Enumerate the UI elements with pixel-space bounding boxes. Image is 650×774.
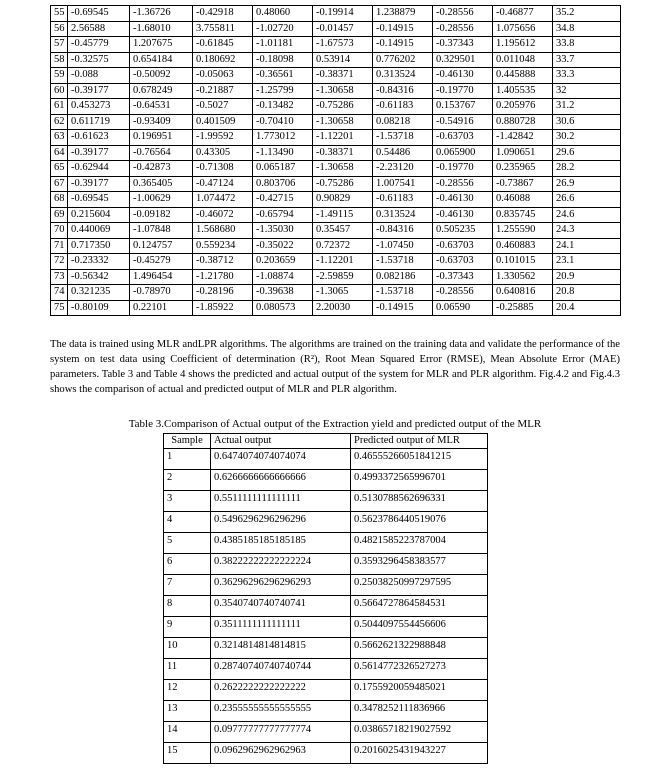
predicted-output-cell: 0.5664727864584531 — [351, 596, 488, 617]
table-cell: 0.313524 — [373, 68, 433, 84]
actual-output-cell: 0.3214814814814815 — [211, 638, 351, 659]
actual-output-cell: 0.09777777777777774 — [211, 722, 351, 743]
table-cell: 0.505235 — [433, 223, 493, 239]
table-cell: 1.496454 — [130, 269, 193, 285]
table-row — [164, 659, 488, 680]
table-cell: -0.76564 — [130, 145, 193, 161]
predicted-output-cell: 0.4821585223787004 — [351, 533, 488, 554]
row-index-cell: 75 — [51, 300, 68, 316]
actual-output-cell: 0.6266666666666666 — [211, 470, 351, 491]
table-cell: 2.56588 — [68, 21, 130, 37]
table-row — [51, 6, 621, 22]
table-cell: 0.101015 — [493, 254, 553, 270]
table-cell: 1.090651 — [493, 145, 553, 161]
table-row — [51, 207, 621, 223]
predicted-output-header: Predicted output of MLR — [351, 434, 488, 449]
table-cell: -0.45279 — [130, 254, 193, 270]
table-cell: 20.8 — [553, 285, 621, 301]
table-cell: -1.01181 — [253, 37, 313, 53]
sample-cell: 15 — [164, 743, 211, 764]
table-cell: -0.14915 — [373, 300, 433, 316]
sample-cell: 2 — [164, 470, 211, 491]
predicted-output-cell: 0.5623786440519076 — [351, 512, 488, 533]
sample-cell: 13 — [164, 701, 211, 722]
table-row — [164, 449, 488, 470]
table-cell: 0.065900 — [433, 145, 493, 161]
predicted-output-cell: 0.5130788562696331 — [351, 491, 488, 512]
sample-cell: 1 — [164, 449, 211, 470]
table-cell: -1.42842 — [493, 130, 553, 146]
table-cell: -0.69545 — [68, 192, 130, 208]
table-cell: -0.32575 — [68, 52, 130, 68]
table-cell: -0.56342 — [68, 269, 130, 285]
table-row — [51, 161, 621, 177]
table-cell: 32 — [553, 83, 621, 99]
table-cell: -0.37343 — [433, 269, 493, 285]
table-cell: -0.09182 — [130, 207, 193, 223]
table-cell: 0.196951 — [130, 130, 193, 146]
table-row — [164, 554, 488, 575]
table-cell: -0.36561 — [253, 68, 313, 84]
table-cell: -0.54916 — [433, 114, 493, 130]
table-cell: -0.75286 — [313, 176, 373, 192]
actual-output-cell: 0.5511111111111111 — [211, 491, 351, 512]
predicted-output-cell: 0.46555266051841215 — [351, 449, 488, 470]
row-index-cell: 60 — [51, 83, 68, 99]
table-cell: -0.61183 — [373, 192, 433, 208]
predicted-output-cell: 0.5044097554456606 — [351, 617, 488, 638]
table-cell: -0.25885 — [493, 300, 553, 316]
table-cell: -0.38712 — [193, 254, 253, 270]
sample-cell: 11 — [164, 659, 211, 680]
sample-cell: 4 — [164, 512, 211, 533]
table-cell: -0.37343 — [433, 37, 493, 53]
table-row — [164, 596, 488, 617]
table-row — [164, 512, 488, 533]
table-cell: -0.80109 — [68, 300, 130, 316]
actual-output-cell: 0.3540740740740741 — [211, 596, 351, 617]
table-cell: -0.46877 — [493, 6, 553, 22]
table-row — [51, 300, 621, 316]
sample-cell: 10 — [164, 638, 211, 659]
table-cell: 3.755811 — [193, 21, 253, 37]
table-cell: 0.90829 — [313, 192, 373, 208]
actual-output-cell: 0.5496296296296296 — [211, 512, 351, 533]
row-index-cell: 56 — [51, 21, 68, 37]
table-cell: 1.007541 — [373, 176, 433, 192]
table-cell: -0.62944 — [68, 161, 130, 177]
table-cell: 0.678249 — [130, 83, 193, 99]
table-cell: -0.5027 — [193, 99, 253, 115]
table-cell: 0.453273 — [68, 99, 130, 115]
actual-output-cell: 0.0962962962962963 — [211, 743, 351, 764]
table-cell: 0.640816 — [493, 285, 553, 301]
table-cell: -1.49115 — [313, 207, 373, 223]
table-row — [51, 68, 621, 84]
table-cell: -0.19914 — [313, 6, 373, 22]
table-cell: 0.654184 — [130, 52, 193, 68]
table-cell: -0.39177 — [68, 145, 130, 161]
table-cell: -0.088 — [68, 68, 130, 84]
actual-output-cell: 0.3511111111111111 — [211, 617, 351, 638]
table-cell: 0.329501 — [433, 52, 493, 68]
table-cell: 0.460883 — [493, 238, 553, 254]
table-cell: -0.84316 — [373, 83, 433, 99]
table-cell: -0.19770 — [433, 161, 493, 177]
table-cell: 0.365405 — [130, 176, 193, 192]
row-index-cell: 69 — [51, 207, 68, 223]
table-cell: -1.07848 — [130, 223, 193, 239]
table-cell: -0.28196 — [193, 285, 253, 301]
table-cell: 1.238879 — [373, 6, 433, 22]
sample-cell: 14 — [164, 722, 211, 743]
table-cell: -1.85922 — [193, 300, 253, 316]
table-cell: 0.08218 — [373, 114, 433, 130]
table-row — [51, 285, 621, 301]
predicted-output-cell: 0.5614772326527273 — [351, 659, 488, 680]
table-cell: 0.776202 — [373, 52, 433, 68]
table-cell: -2.59859 — [313, 269, 373, 285]
predicted-output-cell: 0.2016025431943227 — [351, 743, 488, 764]
table-cell: -1.00629 — [130, 192, 193, 208]
table-cell: -0.75286 — [313, 99, 373, 115]
table-cell: -1.08874 — [253, 269, 313, 285]
table-cell: 33.3 — [553, 68, 621, 84]
table-cell: -0.39177 — [68, 83, 130, 99]
table-cell: 0.180692 — [193, 52, 253, 68]
table-cell: -0.14915 — [373, 21, 433, 37]
table-cell: -0.14915 — [373, 37, 433, 53]
table-cell: -1.07450 — [373, 238, 433, 254]
table-cell: -0.38371 — [313, 145, 373, 161]
table-row — [164, 617, 488, 638]
actual-output-cell: 0.4385185185185185 — [211, 533, 351, 554]
sample-cell: 5 — [164, 533, 211, 554]
table-row — [51, 99, 621, 115]
table-cell: -0.21887 — [193, 83, 253, 99]
row-index-cell: 67 — [51, 176, 68, 192]
table-cell: 0.611719 — [68, 114, 130, 130]
table-row — [164, 533, 488, 554]
table-cell: 0.401509 — [193, 114, 253, 130]
table-cell: -0.78970 — [130, 285, 193, 301]
table-cell: -0.50092 — [130, 68, 193, 84]
table-cell: 0.203659 — [253, 254, 313, 270]
row-index-cell: 71 — [51, 238, 68, 254]
table-cell: 0.835745 — [493, 207, 553, 223]
results-paragraph: The data is trained using MLR andLPR algorithms. The algorithms are trained on the training data and validate the performance of the system on test data using Coefficient of determination (R²), Root Mean Squared Error (RMSE), Mean Absolute Error (MAE) parameters. Table 3 and Table 4 shows the predicted and actual output of the system for MLR and PLR algorithm. Fig.4.2 and Fig.4.3 shows the comparison of actual and predicted output of MLR and PLR algorithm. — [50, 339, 620, 395]
table-cell: 29.6 — [553, 145, 621, 161]
table-cell: 31.2 — [553, 99, 621, 115]
table-cell: -1.30658 — [313, 83, 373, 99]
table-cell: -0.46130 — [433, 207, 493, 223]
table-cell: 0.011048 — [493, 52, 553, 68]
table-cell: 20.4 — [553, 300, 621, 316]
predicted-output-cell: 0.4993372565996701 — [351, 470, 488, 491]
table3-caption: Table 3.Comparison of Actual output of the Extraction yield and predicted output of the MLR — [128, 418, 542, 430]
table-cell: 30.2 — [553, 130, 621, 146]
table-cell: -0.69545 — [68, 6, 130, 22]
table-cell: 0.205976 — [493, 99, 553, 115]
table-row — [51, 192, 621, 208]
table-cell: 0.440069 — [68, 223, 130, 239]
table-cell: 24.1 — [553, 238, 621, 254]
table-cell: -0.63703 — [433, 254, 493, 270]
row-index-cell: 62 — [51, 114, 68, 130]
table-cell: 0.313524 — [373, 207, 433, 223]
row-index-cell: 68 — [51, 192, 68, 208]
table-cell: 26.9 — [553, 176, 621, 192]
table-cell: -0.39638 — [253, 285, 313, 301]
row-index-cell: 73 — [51, 269, 68, 285]
actual-output-cell: 0.23555555555555555 — [211, 701, 351, 722]
table-cell: 0.080573 — [253, 300, 313, 316]
row-index-cell: 55 — [51, 6, 68, 22]
table-cell: -0.05063 — [193, 68, 253, 84]
table-cell: -1.68010 — [130, 21, 193, 37]
table-row — [164, 680, 488, 701]
actual-output-cell: 0.6474074074074074 — [211, 449, 351, 470]
table-cell: -0.35022 — [253, 238, 313, 254]
table-cell: 0.803706 — [253, 176, 313, 192]
table-cell: 0.880728 — [493, 114, 553, 130]
table-row — [164, 575, 488, 596]
table-cell: 0.53914 — [313, 52, 373, 68]
table-cell: 0.153767 — [433, 99, 493, 115]
table-cell: -0.28556 — [433, 6, 493, 22]
predicted-output-cell: 0.03865718219027592 — [351, 722, 488, 743]
table-cell: -1.67573 — [313, 37, 373, 53]
table-row — [51, 254, 621, 270]
table-row — [51, 130, 621, 146]
table-cell: 2.20030 — [313, 300, 373, 316]
table-cell: -0.63703 — [433, 238, 493, 254]
actual-output-cell: 0.2622222222222222 — [211, 680, 351, 701]
table-cell: -0.63703 — [433, 130, 493, 146]
mlr-comparison-table — [163, 433, 488, 764]
row-index-cell: 58 — [51, 52, 68, 68]
table-cell: -1.53718 — [373, 254, 433, 270]
table-cell: -1.13490 — [253, 145, 313, 161]
table-cell: -0.42873 — [130, 161, 193, 177]
predicted-output-cell: 0.3478252111836966 — [351, 701, 488, 722]
sample-cell: 6 — [164, 554, 211, 575]
sample-cell: 12 — [164, 680, 211, 701]
row-index-cell: 59 — [51, 68, 68, 84]
table-cell: 0.46088 — [493, 192, 553, 208]
table-row — [164, 491, 488, 512]
actual-output-cell: 0.36296296296296293 — [211, 575, 351, 596]
table-cell: -0.01457 — [313, 21, 373, 37]
table-cell: 33.8 — [553, 37, 621, 53]
table-cell: -1.30658 — [313, 161, 373, 177]
table-row — [51, 52, 621, 68]
table-cell: 1.255590 — [493, 223, 553, 239]
table-row — [51, 21, 621, 37]
table-cell: 33.7 — [553, 52, 621, 68]
table-cell: -1.30658 — [313, 114, 373, 130]
table-cell: -1.02720 — [253, 21, 313, 37]
table-cell: 0.48060 — [253, 6, 313, 22]
table-cell: -1.12201 — [313, 130, 373, 146]
row-index-cell: 61 — [51, 99, 68, 115]
table-cell: 1.773012 — [253, 130, 313, 146]
table-cell: 1.405535 — [493, 83, 553, 99]
table-cell: -1.35030 — [253, 223, 313, 239]
sample-cell: 9 — [164, 617, 211, 638]
table-cell: -0.65794 — [253, 207, 313, 223]
table-row — [51, 223, 621, 239]
table-row — [164, 470, 488, 491]
row-index-cell: 63 — [51, 130, 68, 146]
table-cell: 0.215604 — [68, 207, 130, 223]
row-index-cell: 70 — [51, 223, 68, 239]
table-row — [164, 638, 488, 659]
row-index-cell: 72 — [51, 254, 68, 270]
row-index-cell: 57 — [51, 37, 68, 53]
table-cell: 24.3 — [553, 223, 621, 239]
table-cell: -1.53718 — [373, 285, 433, 301]
sample-header: Sample — [164, 434, 211, 449]
table-cell: 0.321235 — [68, 285, 130, 301]
table-cell: 0.082186 — [373, 269, 433, 285]
table-cell: -1.36726 — [130, 6, 193, 22]
table-cell: 0.717350 — [68, 238, 130, 254]
table-cell: -0.46072 — [193, 207, 253, 223]
table-cell: 0.54486 — [373, 145, 433, 161]
table-cell: 34.8 — [553, 21, 621, 37]
table-cell: -0.28556 — [433, 176, 493, 192]
table-cell: -1.25799 — [253, 83, 313, 99]
table-cell: -1.3065 — [313, 285, 373, 301]
actual-output-cell: 0.28740740740740744 — [211, 659, 351, 680]
table-cell: -0.71308 — [193, 161, 253, 177]
table-cell: -0.19770 — [433, 83, 493, 99]
table-cell: 24.6 — [553, 207, 621, 223]
table-cell: 0.235965 — [493, 161, 553, 177]
table-cell: -0.61845 — [193, 37, 253, 53]
table-cell: -0.64531 — [130, 99, 193, 115]
table-cell: -0.70410 — [253, 114, 313, 130]
table-cell: -0.28556 — [433, 285, 493, 301]
table-cell: 28.2 — [553, 161, 621, 177]
table-cell: 0.065187 — [253, 161, 313, 177]
table-cell: 1.568680 — [193, 223, 253, 239]
table-cell: 23.1 — [553, 254, 621, 270]
sample-cell: 3 — [164, 491, 211, 512]
table-cell: -0.93409 — [130, 114, 193, 130]
actual-output-header: Actual output — [211, 434, 351, 449]
table-cell: -0.18098 — [253, 52, 313, 68]
table-cell: 1.074472 — [193, 192, 253, 208]
table-row — [51, 145, 621, 161]
table-cell: -0.73867 — [493, 176, 553, 192]
table-row — [164, 743, 488, 764]
table-cell: 0.124757 — [130, 238, 193, 254]
table-cell: -0.23332 — [68, 254, 130, 270]
table-row — [51, 238, 621, 254]
predicted-output-cell: 0.5662621322988848 — [351, 638, 488, 659]
table-header-row — [164, 434, 488, 449]
row-index-cell: 65 — [51, 161, 68, 177]
table-row — [51, 83, 621, 99]
table-cell: 1.195612 — [493, 37, 553, 53]
table-row — [51, 114, 621, 130]
table-cell: -0.45779 — [68, 37, 130, 53]
row-index-cell: 74 — [51, 285, 68, 301]
table-cell: 0.35457 — [313, 223, 373, 239]
table-cell: 0.72372 — [313, 238, 373, 254]
table-row — [51, 269, 621, 285]
table-cell: -0.28556 — [433, 21, 493, 37]
table-cell: -0.46130 — [433, 192, 493, 208]
table-cell: -1.21780 — [193, 269, 253, 285]
table-cell: -0.39177 — [68, 176, 130, 192]
table-cell: 0.06590 — [433, 300, 493, 316]
table-cell: 1.075656 — [493, 21, 553, 37]
table-cell: 1.207675 — [130, 37, 193, 53]
table-cell: 30.6 — [553, 114, 621, 130]
table-cell: -1.12201 — [313, 254, 373, 270]
sample-cell: 7 — [164, 575, 211, 596]
table-row — [51, 176, 621, 192]
table-cell: -0.46130 — [433, 68, 493, 84]
table-row — [164, 722, 488, 743]
predicted-output-cell: 0.25038250997297595 — [351, 575, 488, 596]
table-cell: -0.13482 — [253, 99, 313, 115]
table-cell: -0.42715 — [253, 192, 313, 208]
actual-output-cell: 0.38222222222222224 — [211, 554, 351, 575]
table-cell: 0.43305 — [193, 145, 253, 161]
table-cell: -0.42918 — [193, 6, 253, 22]
table-cell: 1.330562 — [493, 269, 553, 285]
table-cell: -2.23120 — [373, 161, 433, 177]
table-cell: -1.99592 — [193, 130, 253, 146]
table-cell: -0.38371 — [313, 68, 373, 84]
table-row — [164, 701, 488, 722]
table-row — [51, 37, 621, 53]
table-cell: 0.559234 — [193, 238, 253, 254]
table-cell: 0.22101 — [130, 300, 193, 316]
sample-cell: 8 — [164, 596, 211, 617]
table-cell: -0.61623 — [68, 130, 130, 146]
table-cell: 20.9 — [553, 269, 621, 285]
table-cell: -1.53718 — [373, 130, 433, 146]
table-cell: -0.84316 — [373, 223, 433, 239]
predicted-output-cell: 0.3593296458383577 — [351, 554, 488, 575]
table-cell: 26.6 — [553, 192, 621, 208]
table-cell: -0.61183 — [373, 99, 433, 115]
table-cell: 35.2 — [553, 6, 621, 22]
table-cell: 0.445888 — [493, 68, 553, 84]
feature-data-table — [50, 5, 621, 316]
table-cell: -0.47124 — [193, 176, 253, 192]
row-index-cell: 64 — [51, 145, 68, 161]
predicted-output-cell: 0.1755920059485021 — [351, 680, 488, 701]
